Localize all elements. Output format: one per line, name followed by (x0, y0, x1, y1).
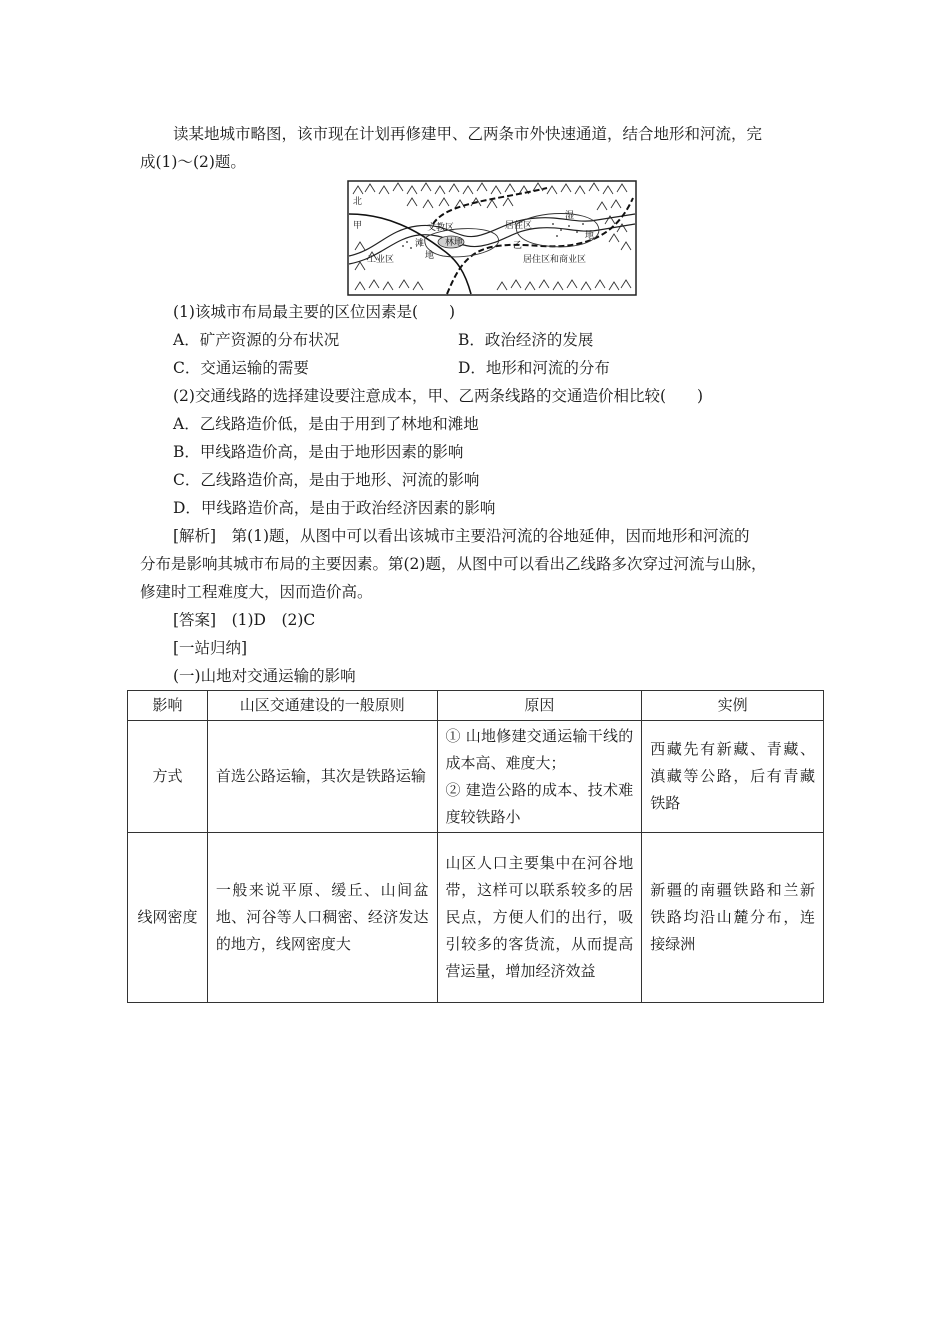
map-label-di2: 地 (425, 251, 435, 261)
cell-impact: 线网密度 (128, 833, 208, 1003)
analysis-line-3: 修建时工程难度大，因而造价高。 (140, 583, 373, 601)
transport-impact-table (127, 690, 824, 1003)
q2-option-d: D．甲线路造价高，是由于政治经济因素的影响 (173, 499, 496, 517)
cell-reason: 山区人口主要集中在河谷地带，这样可以联系较多的居民点，方便人们的出行，吸引较多的客货流，从而提高营运量，增加经济效益 (437, 833, 642, 1003)
map-label-yi: 乙 (513, 241, 523, 251)
q1-option-d: D．地形和河流的分布 (458, 359, 610, 377)
q2-stem: (2)交通线路的选择建设要注意成本，甲、乙两条线路的交通造价相比较( ) (173, 387, 704, 405)
table-header-row (128, 691, 824, 721)
header-principle: 山区交通建设的一般原则 (207, 691, 437, 721)
q1-option-c: C．交通运输的需要 (173, 359, 309, 377)
table-row (128, 721, 824, 833)
header-reason: 原因 (437, 691, 642, 721)
header-example: 实例 (642, 691, 824, 721)
cell-principle: 首选公路运输，其次是铁路运输 (207, 721, 437, 833)
q1-stem: (1)该城市布局最主要的区位因素是( ) (173, 303, 456, 321)
reason-item-2: ② 建造公路的成本、技术难度较铁路小 (445, 780, 634, 826)
header-impact: 影响 (128, 691, 208, 721)
intro-line-1: 读某地城市略图，该市现在计划再修建甲、乙两条市外快速通道，结合地形和河流，完 (173, 125, 763, 143)
q1-option-b: B．政治经济的发展 (458, 331, 594, 349)
map-label-linde: 林地 (445, 238, 464, 248)
summary-title: [一站归纳] (173, 639, 248, 657)
section-title: (一)山地对交通运输的影响 (173, 667, 356, 685)
cell-principle: 一般来说平原、缓丘、山间盆地、河谷等人口稠密、经济发达的地方，线网密度大 (207, 833, 437, 1003)
cell-impact: 方式 (128, 721, 208, 833)
map-label-wenjiao: 文教区 (427, 223, 455, 233)
map-label-shi: 湿 (565, 211, 575, 221)
table-row (128, 833, 824, 1003)
analysis-line-1: [解析] 第(1)题，从图中可以看出该城市主要沿河流的谷地延伸，因而地形和河流的 (173, 527, 750, 545)
q1-option-a: A．矿产资源的分布状况 (173, 331, 340, 349)
reason-item-1: ① 山地修建交通运输干线的成本高、难度大； (445, 726, 634, 772)
intro-line-2: 成(1)～(2)题。 (140, 153, 246, 171)
map-label-tan: 滩 (415, 239, 425, 249)
answer-line: [答案] (1)D (2)C (173, 611, 316, 629)
map-label-juzhu-shangye: 居住区和商业区 (523, 255, 587, 265)
q2-option-a: A．乙线路造价低，是由于用到了林地和滩地 (173, 415, 479, 433)
q2-option-b: B．甲线路造价高，是由于地形因素的影响 (173, 443, 464, 461)
map-label-jia: 甲 (353, 221, 363, 231)
city-sketch-map (347, 180, 637, 296)
map-label-di: 地 (585, 231, 595, 241)
cell-example: 新疆的南疆铁路和兰新铁路均沿山麓分布，连接绿洲 (642, 833, 824, 1003)
map-label-gongye: 工业区 (367, 255, 395, 265)
cell-example: 西藏先有新藏、青藏、滇藏等公路，后有青藏铁路 (642, 721, 824, 833)
cell-reason (437, 721, 642, 833)
map-label-north: 北 (353, 197, 363, 207)
map-label-juzhu: 居住区 (505, 221, 533, 231)
q2-option-c: C．乙线路造价高，是由于地形、河流的影响 (173, 471, 480, 489)
analysis-line-2: 分布是影响其城市布局的主要因素。第(2)题，从图中可以看出乙线路多次穿过河流与山脉， (140, 555, 767, 573)
